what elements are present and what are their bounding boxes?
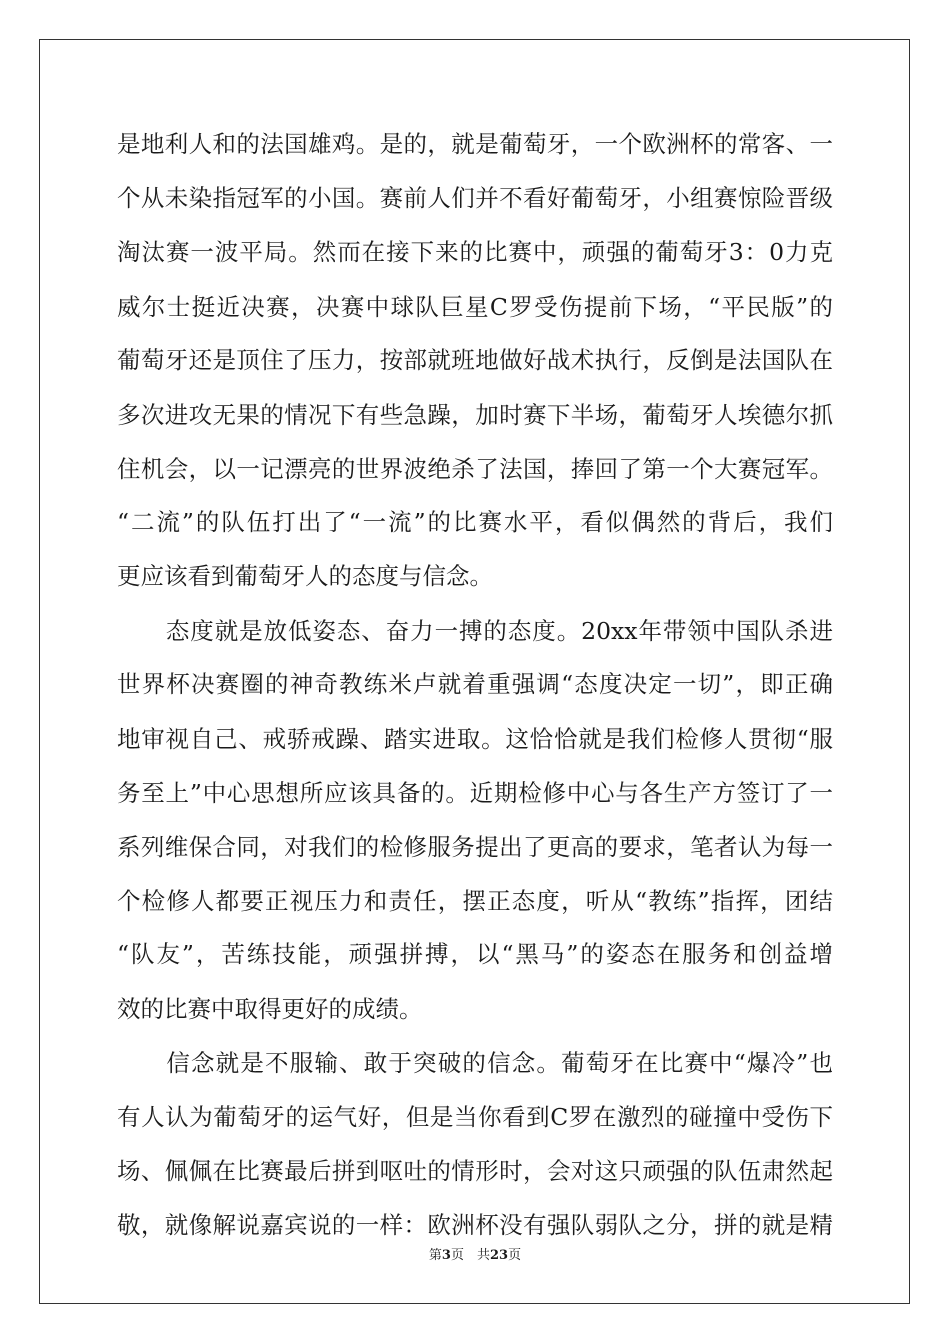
text-line: 个从未染指冠军的小国。赛前人们并不看好葡萄牙，小组赛惊险晋级 [117, 184, 833, 212]
text-line: 个检修人都要正视压力和责任，摆正态度，听从“教练”指挥，团结 [117, 887, 833, 915]
total-page-number: 23 [489, 1248, 509, 1263]
text-line: 是地利人和的法国雄鸡。是的，就是葡萄牙，一个欧洲杯的常客、一 [117, 130, 833, 158]
page-footer [0, 1247, 950, 1265]
page-separator: 页 共 [450, 1248, 490, 1263]
text-line: 世界杯决赛圈的神奇教练米卢就着重强调“态度决定一切”，即正确 [117, 670, 833, 698]
text-line: 威尔士挺近决赛，决赛中球队巨星C罗受伤提前下场，“平民版”的 [117, 293, 833, 321]
text-line: 有人认为葡萄牙的运气好，但是当你看到C罗在激烈的碰撞中受伤下 [117, 1103, 833, 1131]
text-line: 住机会，以一记漂亮的世界波绝杀了法国，捧回了第一个大赛冠军。 [117, 455, 833, 483]
text-line: 效的比赛中取得更好的成绩。 [117, 995, 423, 1023]
text-line: 系列维保合同，对我们的检修服务提出了更高的要求，笔者认为每一 [117, 833, 833, 861]
text-line: 务至上”中心思想所应该具备的。近期检修中心与各生产方签订了一 [117, 779, 833, 807]
text-line: 信念就是不服输、敢于突破的信念。葡萄牙在比赛中“爆冷”也 [117, 1049, 833, 1077]
page-prefix: 第 [428, 1248, 442, 1263]
text-line: 葡萄牙还是顶住了压力，按部就班地做好战术执行，反倒是法国队在 [117, 346, 833, 374]
text-line: “队友”，苦练技能，顽强拼搏，以“黑马”的姿态在服务和创益增 [117, 940, 833, 968]
text-line: 更应该看到葡萄牙人的态度与信念。 [117, 562, 493, 590]
text-line: 场、佩佩在比赛最后拼到呕吐的情形时，会对这只顽强的队伍肃然起 [117, 1157, 833, 1185]
text-line: 态度就是放低姿态、奋力一搏的态度。20xx年带领中国队杀进 [117, 617, 833, 645]
text-line: 多次进攻无果的情况下有些急躁，加时赛下半场，葡萄牙人埃德尔抓 [117, 401, 833, 429]
text-line: 地审视自己、戒骄戒躁、踏实进取。这恰恰就是我们检修人贯彻“服 [117, 725, 833, 753]
current-page-number: 3 [441, 1248, 451, 1263]
text-line: “二流”的队伍打出了“一流”的比赛水平，看似偶然的背后，我们 [117, 508, 833, 536]
page-suffix: 页 [508, 1248, 522, 1263]
text-line: 淘汰赛一波平局。然而在接下来的比赛中，顽强的葡萄牙3：0力克 [117, 238, 833, 266]
text-line: 敬，就像解说嘉宾说的一样：欧洲杯没有强队弱队之分，拼的就是精 [117, 1211, 833, 1239]
